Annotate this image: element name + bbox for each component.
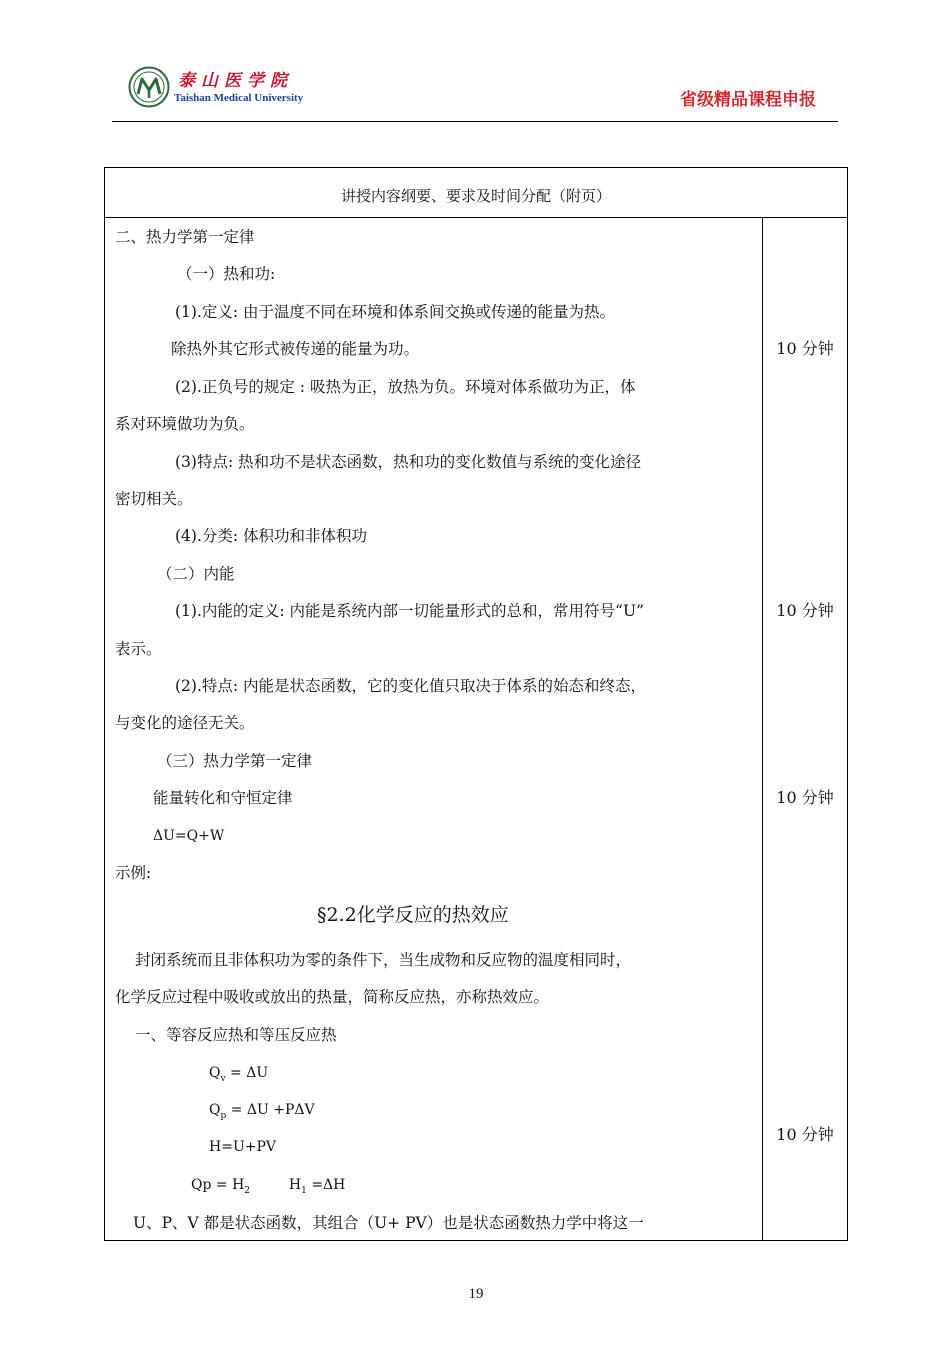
text-line: (3)特点: 热和功不是状态函数，热和功的变化数值与系统的变化途径 — [175, 453, 642, 471]
text-line: (1).定义: 由于温度不同在环境和体系间交换或传递的能量为热。 — [175, 303, 616, 321]
text-line: (2).正负号的规定 : 吸热为正，放热为负。环境对体系做功为正，体 — [175, 378, 636, 396]
header-divider — [112, 121, 838, 122]
formula-qp-enthalpy: $Qp = H_2$ $H_1 =\Delta H$ — [191, 1177, 346, 1196]
page-header — [0, 0, 952, 125]
formula-qv: $Q_v = \Delta U$ — [209, 1065, 269, 1084]
text-line: U、P、V 都是状态函数，其组合（U+ PV）也是状态函数热力学中将这一 — [133, 1214, 644, 1232]
text-line: (1).内能的定义: 内能是系统内部一切能量形式的总和，常用符号“U” — [175, 602, 644, 620]
university-name-en: Taishan Medical University — [174, 92, 304, 104]
text-line: 除热外其它形式被传递的能量为功。 — [171, 340, 420, 358]
text-line: 化学反应过程中吸收或放出的热量，简称反应热，亦称热效应。 — [115, 988, 550, 1006]
time-allocation: 10 分钟 — [776, 1125, 834, 1144]
subsection-heading: （一）热和功: — [177, 265, 276, 283]
university-name-cn: 泰山医学院 — [178, 71, 293, 91]
text-line: 系对环境做功为负。 — [115, 415, 255, 433]
university-seal-icon — [128, 66, 170, 108]
text-line: 能量转化和守恒定律 — [153, 789, 293, 807]
text-line: 与变化的途径无关。 — [115, 714, 255, 732]
text-line: 表示。 — [115, 640, 162, 658]
time-allocation: 10 分钟 — [776, 788, 834, 807]
text-line: 密切相关。 — [115, 490, 193, 508]
syllabus-table — [104, 167, 848, 1241]
formula-enthalpy: H=U+PV — [209, 1139, 276, 1155]
section-title: §2.2化学反应的热效应 — [317, 904, 509, 926]
page-number: 19 — [468, 1286, 484, 1302]
subsection-heading: 一、等容反应热和等压反应热 — [135, 1026, 337, 1044]
column-divider — [762, 217, 763, 1241]
text-line: (4).分类: 体积功和非体积功 — [175, 527, 368, 545]
text-line: 封闭系统而且非体积功为零的条件下，当生成物和反应物的温度相同时， — [135, 951, 632, 969]
formula-line: ΔU=Q+W — [153, 828, 225, 844]
table-title: 讲授内容纲要、要求及时间分配（附页） — [105, 168, 847, 218]
subsection-heading: （二）内能 — [157, 565, 235, 583]
text-line: 示例: — [115, 864, 152, 882]
report-title: 省级精品课程申报 — [680, 90, 816, 110]
text-line: (2).特点: 内能是状态函数，它的变化值只取决于体系的始态和终态， — [175, 677, 647, 695]
time-allocation: 10 分钟 — [776, 601, 834, 620]
formula-qp: $Q_p = \Delta U +P\Delta V$ — [209, 1102, 315, 1121]
section-heading: 二、热力学第一定律 — [115, 228, 255, 246]
subsection-heading: （三）热力学第一定律 — [157, 752, 313, 770]
time-allocation: 10 分钟 — [776, 339, 834, 358]
